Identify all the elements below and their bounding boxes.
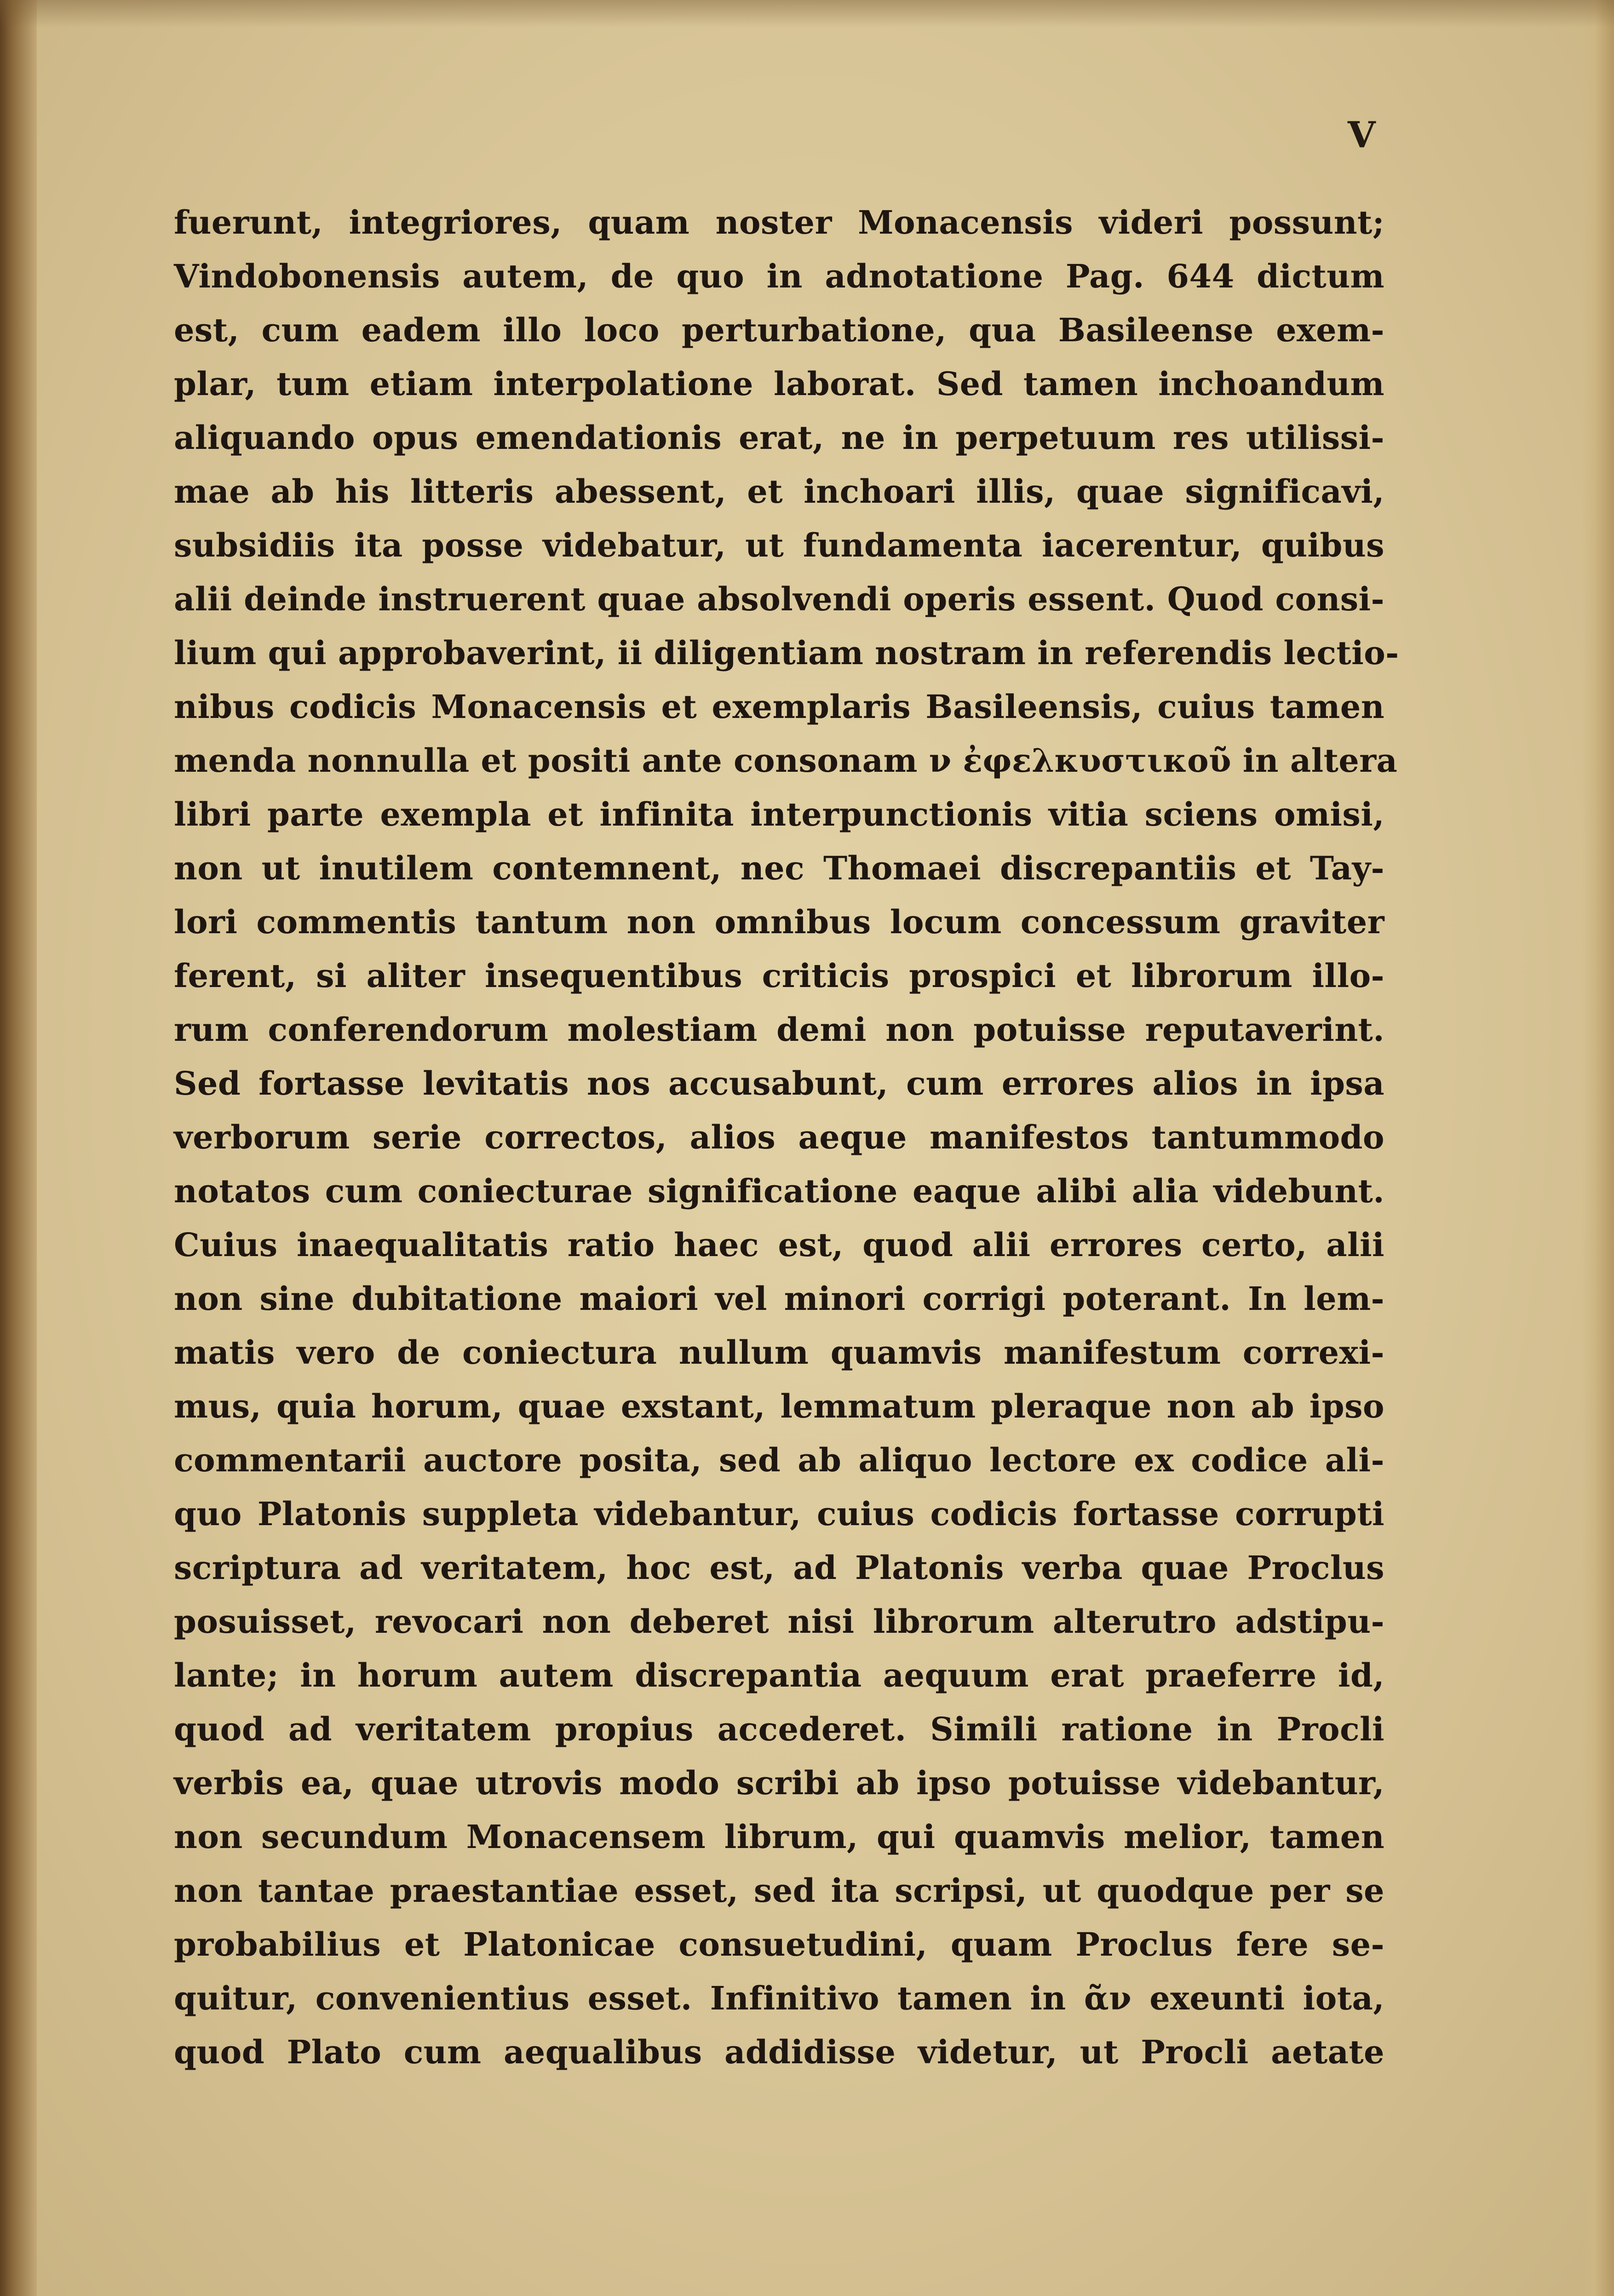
text-line: est, cum eadem illo loco perturbatione, qua Basileense exem- bbox=[174, 311, 1384, 349]
text-line: matis vero de coniectura nullum quamvis manifestum correxi- bbox=[174, 1333, 1384, 1372]
text-line: quod Plato cum aequalibus addidisse videtur, ut Procli aetate bbox=[174, 2033, 1384, 2071]
text-line: fuerunt, integriores, quam noster Monacensis videri possunt; bbox=[174, 203, 1384, 241]
text-line: lori commentis tantum non omnibus locum concessum graviter bbox=[174, 903, 1384, 941]
text-line: notatos cum coniecturae significatione eaque alibi alia videbunt. bbox=[174, 1172, 1384, 1210]
page-number: V bbox=[1348, 114, 1376, 156]
text-line: non tantae praestantiae esset, sed ita scripsi, ut quodque per se bbox=[174, 1871, 1384, 1910]
text-line: probabilius et Platonicae consuetudini, quam Proclus fere se- bbox=[174, 1925, 1384, 1963]
text-line: subsidiis ita posse videbatur, ut fundamenta iacerentur, quibus bbox=[174, 526, 1384, 564]
text-line: quod ad veritatem propius accederet. Simili ratione in Procli bbox=[174, 1710, 1384, 1748]
text-line: non ut inutilem contemnent, nec Thomaei discrepantiis et Tay- bbox=[174, 849, 1384, 887]
text-line: commentarii auctore posita, sed ab aliquo lectore ex codice ali- bbox=[174, 1441, 1384, 1479]
text-line: aliquando opus emendationis erat, ne in perpetuum res utilissi- bbox=[174, 419, 1384, 457]
text-line: nibus codicis Monacensis et exemplaris Basileensis, cuius tamen bbox=[174, 688, 1384, 726]
text-line: Sed fortasse levitatis nos accusabunt, cum errores alios in ipsa bbox=[174, 1064, 1384, 1102]
text-line: quitur, convenientius esset. Infinitivo tamen in ᾶν exeunti iota, bbox=[174, 1979, 1384, 2017]
text-line: libri parte exempla et infinita interpunctionis vitia sciens omisi, bbox=[174, 795, 1384, 833]
binding-gutter bbox=[0, 0, 37, 2296]
text-line: plar, tum etiam interpolatione laborat. Sed tamen inchoandum bbox=[174, 365, 1384, 403]
text-line: quo Platonis suppleta videbantur, cuius codicis fortasse corrupti bbox=[174, 1495, 1384, 1533]
text-line: alii deinde instruerent quae absolvendi operis essent. Quod consi- bbox=[174, 580, 1384, 618]
text-line: rum conferendorum molestiam demi non potuisse reputaverint. bbox=[174, 1010, 1384, 1049]
text-line: posuisset, revocari non deberet nisi librorum alterutro adstipu- bbox=[174, 1602, 1384, 1641]
text-line: verbis ea, quae utrovis modo scribi ab ipso potuisse videbantur, bbox=[174, 1764, 1384, 1802]
text-line: Vindobonensis autem, de quo in adnotatione Pag. 644 dictum bbox=[174, 257, 1384, 295]
body-text bbox=[174, 195, 1399, 2079]
text-line: mae ab his litteris abessent, et inchoari illis, quae significavi, bbox=[174, 472, 1384, 511]
text-line: mus, quia horum, quae exstant, lemmatum pleraque non ab ipso bbox=[174, 1387, 1384, 1425]
text-line: ferent, si aliter insequentibus criticis prospici et librorum illo- bbox=[174, 957, 1384, 995]
text-line: menda nonnulla et positi ante consonam ν ἐφελκυστικοῦ in altera bbox=[174, 741, 1398, 780]
page-edge-shadow bbox=[1582, 0, 1614, 2296]
text-line: lante; in horum autem discrepantia aequum erat praeferre id, bbox=[174, 1656, 1384, 1694]
text-line: non sine dubitatione maiori vel minori corrigi poterant. In lem- bbox=[174, 1280, 1384, 1318]
text-line: scriptura ad veritatem, hoc est, ad Platonis verba quae Proclus bbox=[174, 1549, 1384, 1587]
text-line: verborum serie correctos, alios aeque manifestos tantummodo bbox=[174, 1118, 1384, 1156]
top-edge-shadow bbox=[0, 0, 1614, 28]
text-line: non secundum Monacensem librum, qui quamvis melior, tamen bbox=[174, 1818, 1384, 1856]
text-line: lium qui approbaverint, ii diligentiam nostram in referendis lectio- bbox=[174, 634, 1399, 672]
text-line: Cuius inaequalitatis ratio haec est, quod alii errores certo, alii bbox=[174, 1226, 1384, 1264]
